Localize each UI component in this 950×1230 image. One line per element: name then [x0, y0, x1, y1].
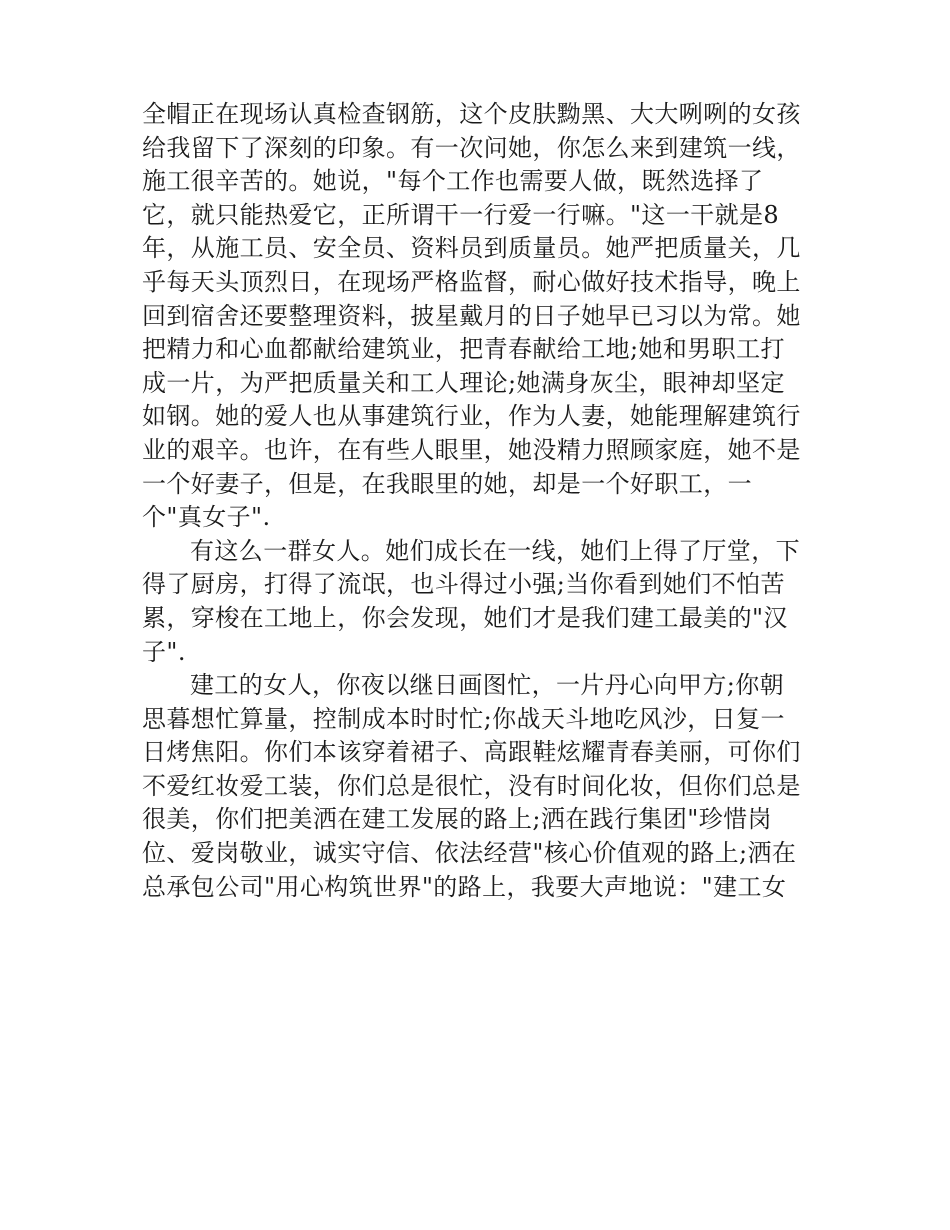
body-text	[142, 98, 822, 904]
text-line: 累，穿梭在工地上，你会发现，她们才是我们建工最美的"汉	[142, 603, 788, 632]
text-line: 全帽正在现场认真检查钢筋，这个皮肤黝黑、大大咧咧的女孩	[142, 100, 801, 128]
text-line: 总承包公司"用心构筑世界"的路上，我要大声地说："建工女	[142, 872, 787, 901]
text-line: 得了厨房，打得了流氓，也斗得过小强;当你看到她们不怕苦	[142, 570, 785, 599]
text-line: 乎每天头顶烈日，在现场严格监督，耐心做好技术指导，晚上	[142, 267, 801, 296]
text-line: 回到宿舍还要整理资料，披星戴月的日子她早已习以为常。她	[142, 301, 801, 330]
text-line: 有这么一群女人。她们成长在一线，她们上得了厅堂，下	[190, 536, 800, 565]
text-line: 施工很辛苦的。她说，"每个工作也需要人做，既然选择了	[142, 167, 764, 196]
text-line: 很美，你们把美洒在建工发展的路上;洒在践行集团"珍惜岗	[142, 805, 772, 834]
text-line: 给我留下了深刻的印象。有一次问她，你怎么来到建筑一线，	[142, 133, 801, 162]
text-line: 业的艰辛。也许，在有些人眼里，她没精力照顾家庭，她不是	[142, 435, 801, 464]
text-line: 子".	[142, 637, 186, 666]
text-line: 日烤焦阳。你们本该穿着裙子、高跟鞋炫耀青春美丽，可你们	[142, 738, 801, 767]
paragraph	[142, 535, 822, 669]
text-line: 不爱红妆爱工装，你们总是很忙，没有时间化妆，但你们总是	[142, 771, 801, 800]
text-line: 思暮想忙算量，控制成本时时忙;你战天斗地吃风沙，日复一	[142, 704, 785, 733]
text-line: 它，就只能热爱它，正所谓干一行爱一行嘛。"这一干就是8	[142, 200, 780, 229]
text-line: 一个好妻子，但是，在我眼里的她，却是一个好职工，一	[142, 469, 752, 498]
text-line: 把精力和心血都献给建筑业，把青春献给工地;她和男职工打	[142, 335, 785, 364]
text-line: 个"真女子".	[142, 503, 271, 532]
text-line: 位、爱岗敬业，诚实守信、依法经营"核心价值观的路上;洒在	[142, 839, 797, 868]
text-line: 如钢。她的爱人也从事建筑行业，作为人妻，她能理解建筑行	[142, 402, 801, 431]
text-line: 成一片，为严把质量关和工人理论;她满身灰尘，眼神却坚定	[142, 368, 785, 397]
paragraph	[142, 98, 822, 535]
text-line: 年，从施工员、安全员、资料员到质量员。她严把质量关，几	[142, 234, 801, 263]
text-line: 建工的女人，你夜以继日画图忙，一片丹心向甲方;你朝	[190, 671, 785, 700]
paragraph	[142, 669, 822, 904]
